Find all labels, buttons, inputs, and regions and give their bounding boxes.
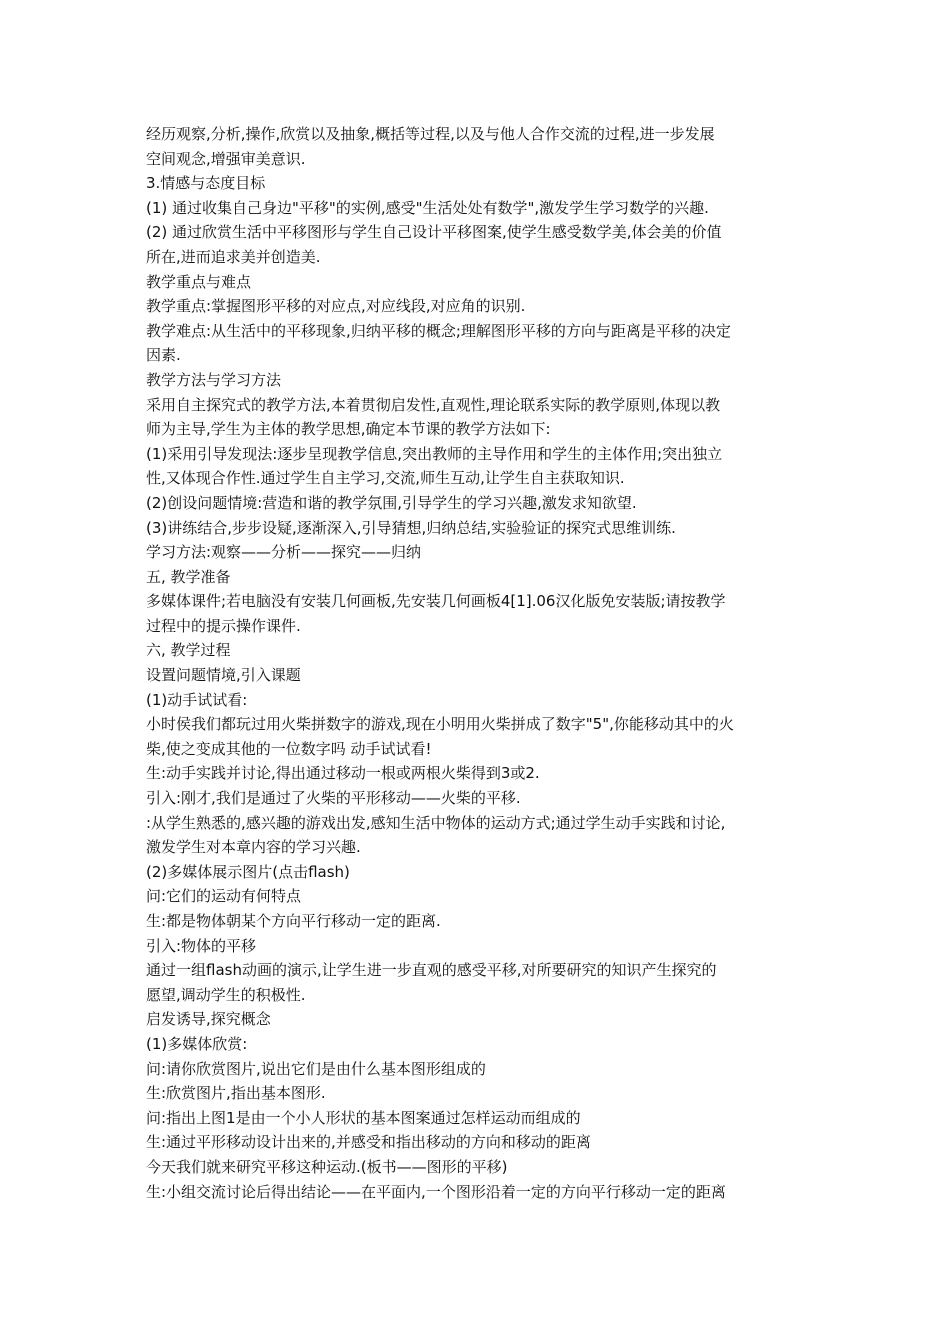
text-line: 性,又体现合作性.通过学生自主学习,交流,师生互动,让学生自主获取知识.	[146, 469, 625, 488]
text-line: 教学方法与学习方法	[146, 370, 282, 389]
text-line: 引入:刚才,我们是通过了火柴的平形移动——火柴的平移.	[146, 789, 521, 808]
text-line: 生:都是物体朝某个方向平行移动一定的距离.	[146, 912, 441, 930]
text-line: (1)动手试试看:	[146, 690, 248, 709]
text-line: 教学重点与难点	[146, 272, 252, 291]
text-line: (1) 通过收集自己身边"平移"的实例,感受"生活处处有数学",激发学生学习数学的兴趣.	[146, 198, 709, 217]
text-line: (2)多媒体展示图片(点击flash)	[146, 862, 350, 881]
document-body	[146, 122, 810, 1204]
text-line: 师为主导,学生为主体的教学思想,确定本节课的教学方法如下:	[146, 420, 551, 439]
text-line: 多媒体课件;若电脑没有安装几何画板,先安装几何画板4[1].06汉化版免安装版;请按教学	[146, 592, 726, 611]
text-line: 启发诱导,探究概念	[146, 1010, 271, 1029]
text-line: 通过一组flash动画的演示,让学生进一步直观的感受平移,对所要研究的知识产生探究的	[146, 961, 717, 980]
text-line: 过程中的提示操作课件.	[146, 616, 301, 635]
text-line: 问:它们的运动有何特点	[146, 887, 302, 906]
text-line: 3.情感与态度目标	[146, 174, 266, 193]
text-line: 柴,使之变成其他的一位数字吗 动手试试看!	[146, 739, 432, 758]
text-line: 经历观察,分析,操作,欣赏以及抽象,概括等过程,以及与他人合作交流的过程,进一步发展	[146, 125, 715, 143]
text-line: :从学生熟悉的,感兴趣的游戏出发,感知生活中物体的运动方式;通过学生动手实践和讨论,	[146, 813, 726, 832]
text-line: 生:欣赏图片,指出基本图形.	[146, 1084, 326, 1103]
text-line: 问:指出上图1是由一个小人形状的基本图案通过怎样运动而组成的	[146, 1108, 581, 1127]
text-line: (2) 通过欣赏生活中平移图形与学生自己设计平移图案,使学生感受数学美,体会美的价值	[146, 223, 722, 242]
text-line: 今天我们就来研究平移这种运动.(板书——图形的平移)	[146, 1157, 508, 1176]
text-line: (1)多媒体欣赏:	[146, 1034, 248, 1053]
text-line: 教学难点:从生活中的平移现象,归纳平移的概念;理解图形平移的方向与距离是平移的决定	[146, 321, 731, 340]
text-line: 问:请你欣赏图片,说出它们是由什么基本图形组成的	[146, 1059, 486, 1078]
text-line: 愿望,调动学生的积极性.	[146, 985, 306, 1004]
text-line: 学习方法:观察——分析——探究——归纳	[146, 543, 422, 562]
text-line: 采用自主探究式的教学方法,本着贯彻启发性,直观性,理论联系实际的教学原则,体现以教	[146, 395, 721, 414]
text-line: (2)创设问题情境:营造和谐的教学氛围,引导学生的学习兴趣,激发求知欲望.	[146, 493, 637, 512]
text-line: 激发学生对本章内容的学习兴趣.	[146, 838, 361, 857]
text-line: 空间观念,增强审美意识.	[146, 149, 306, 168]
text-line: 设置问题情境,引入课题	[146, 666, 301, 685]
text-line: 小时侯我们都玩过用火柴拼数字的游戏,现在小明用火柴拼成了数字"5",你能移动其中的火	[146, 715, 734, 734]
text-line: 生:小组交流讨论后得出结论——在平面内,一个图形沿着一定的方向平行移动一定的距离	[146, 1182, 726, 1201]
text-line: 六, 教学过程	[146, 641, 231, 660]
text-line: (3)讲练结合,步步设疑,逐渐深入,引导猜想,归纳总结,实验验证的探究式思维训练.	[146, 518, 676, 537]
text-line: 生:通过平形移动设计出来的,并感受和指出移动的方向和移动的距离	[146, 1133, 591, 1152]
text-line: (1)采用引导发现法:逐步呈现教学信息,突出教师的主导作用和学生的主体作用;突出独立	[146, 444, 723, 463]
text-line: 教学重点:掌握图形平移的对应点,对应线段,对应角的识别.	[146, 297, 526, 316]
text-line: 因素.	[146, 346, 181, 365]
text-line: 生:动手实践并讨论,得出通过移动一根或两根火柴得到3或2.	[146, 764, 540, 783]
text-line: 五, 教学准备	[146, 567, 231, 586]
text-line: 所在,进而追求美并创造美.	[146, 247, 321, 266]
text-line: 引入:物体的平移	[146, 936, 257, 955]
